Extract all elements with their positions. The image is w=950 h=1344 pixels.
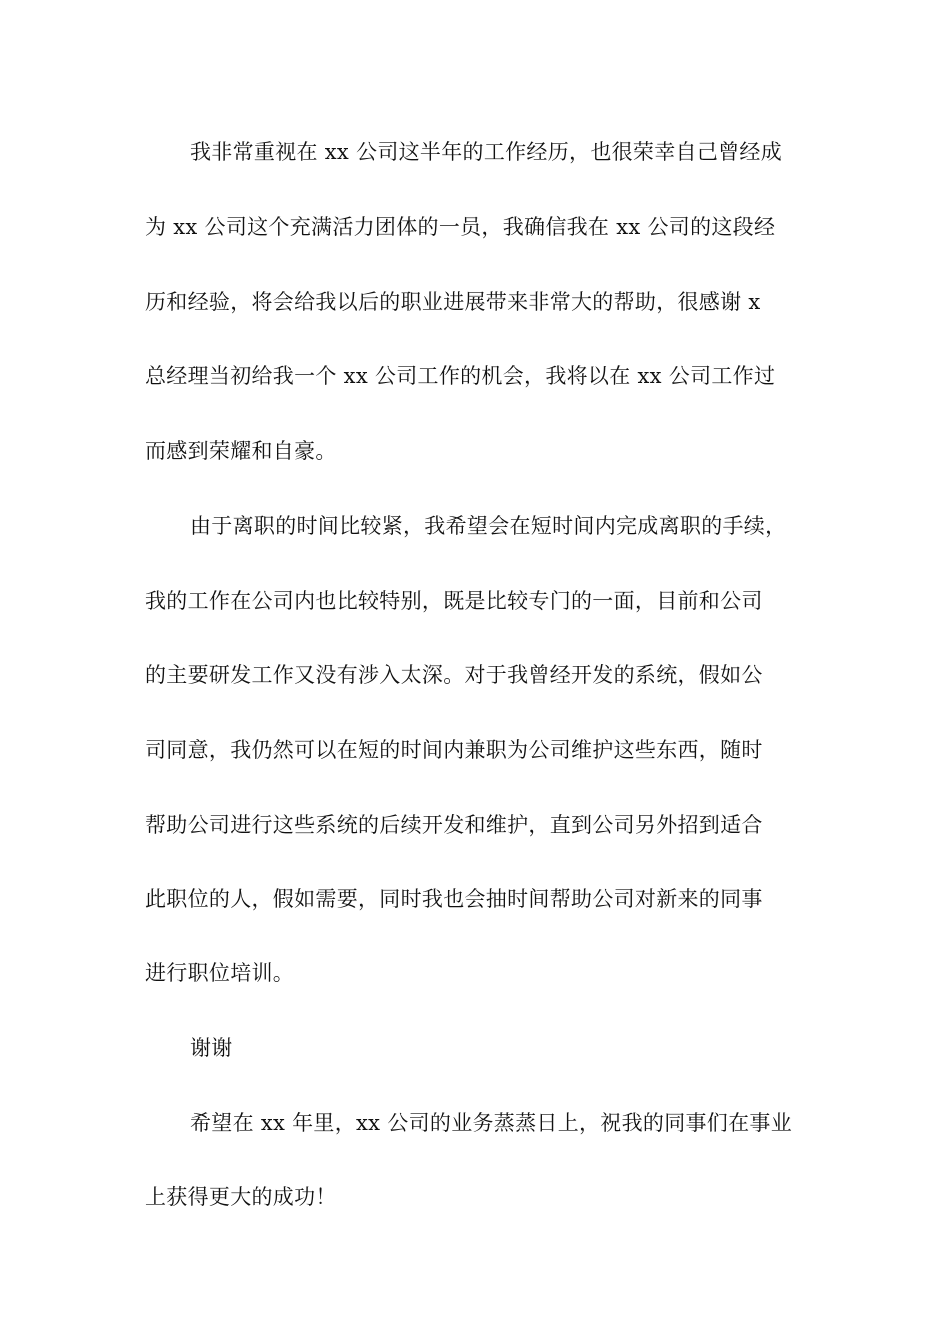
paragraph-1-line-2: 为 xx 公司这个充满活力团体的一员，我确信我在 xx 公司的这段经: [145, 215, 776, 239]
paragraph-1-line-1: 我非常重视在 xx 公司这半年的工作经历，也很荣幸自己曾经成: [190, 140, 783, 164]
paragraph-2-line-5: 帮助公司进行这些系统的后续开发和维护，直到公司另外招到适合: [145, 813, 763, 837]
paragraph-1-line-4: 总经理当初给我一个 xx 公司工作的机会，我将以在 xx 公司工作过: [145, 364, 776, 388]
paragraph-3-line-1: 谢谢: [190, 1036, 233, 1060]
paragraph-2-line-6: 此职位的人，假如需要，同时我也会抽时间帮助公司对新来的同事: [145, 887, 763, 911]
paragraph-4-line-1: 希望在 xx 年里，xx 公司的业务蒸蒸日上，祝我的同事们在事业: [190, 1111, 792, 1135]
paragraph-2-line-2: 我的工作在公司内也比较特别，既是比较专门的一面，目前和公司: [145, 589, 763, 613]
paragraph-1-line-5: 而感到荣耀和自豪。: [145, 439, 337, 463]
paragraph-2-line-1: 由于离职的时间比较紧，我希望会在短时间内完成离职的手续，: [190, 514, 787, 538]
paragraph-1-line-3: 历和经验，将会给我以后的职业进展带来非常大的帮助，很感谢 x: [145, 290, 761, 314]
paragraph-2-line-3: 的主要研发工作又没有涉入太深。对于我曾经开发的系统，假如公: [145, 663, 763, 687]
paragraph-2-line-7: 进行职位培训。: [145, 961, 295, 985]
paragraph-4-line-2: 上获得更大的成功！: [145, 1185, 337, 1209]
paragraph-2-line-4: 司同意，我仍然可以在短的时间内兼职为公司维护这些东西，随时: [145, 738, 763, 762]
